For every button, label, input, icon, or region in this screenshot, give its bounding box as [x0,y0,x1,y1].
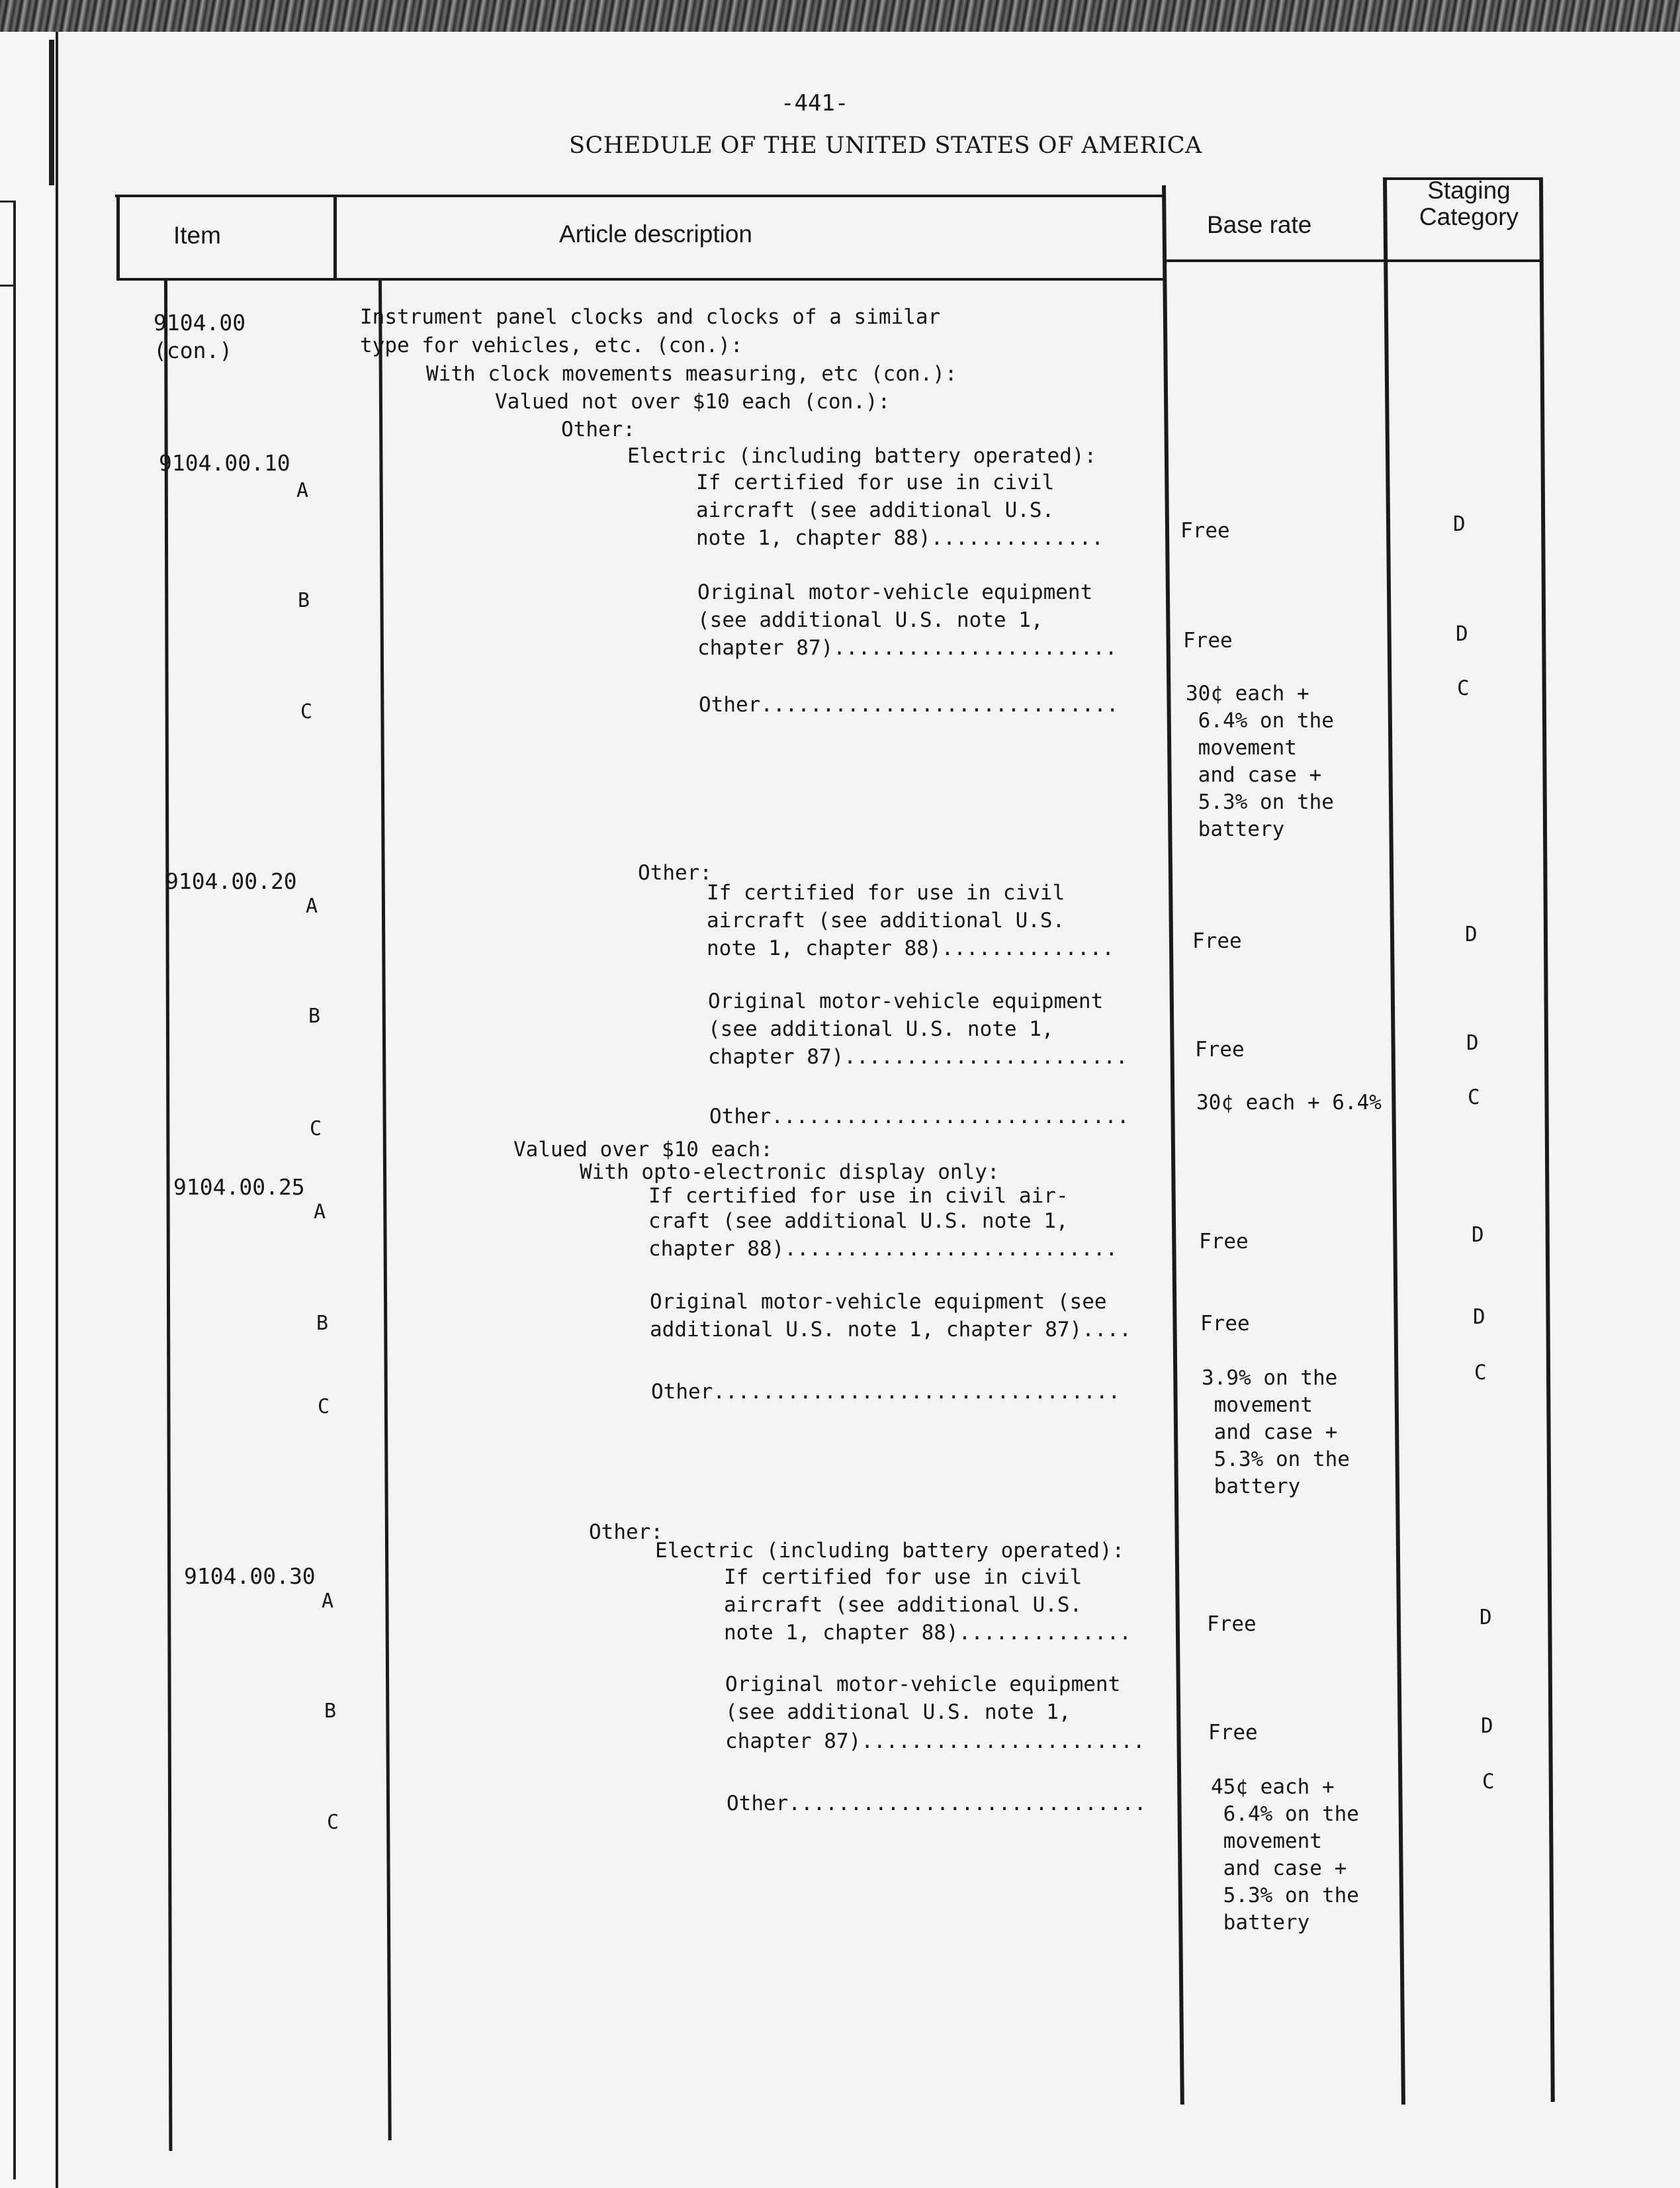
base-rate: 45¢ each + 6.4% on the movement and case + 5.3% on the battery [1211,1775,1359,1935]
description-line: (see additional U.S. note 1, [697,608,1043,632]
description-column-header: Article description [559,220,753,248]
description-line: Other: [561,418,635,441]
description-line: aircraft (see additional U.S. [707,909,1065,933]
adjacent-page-edge [0,32,58,2188]
staging-category: D [1456,622,1468,646]
base-rate-column-rule [1162,185,1184,2105]
subitem-letter: B [308,1005,321,1028]
staging-header-line: Staging [1427,177,1511,204]
item-code: 9104.00.10 [159,450,290,476]
adjacent-page-rule [13,201,16,2179]
description-column-rule [378,281,392,2140]
scanned-page-edge [0,0,1680,32]
description-line: If certified for use in civil [707,881,1065,905]
description-line: Other: [589,1520,663,1544]
description-line: aircraft (see additional U.S. [724,1593,1083,1617]
description-line: With opto-electronic display only: [580,1160,1000,1184]
base-rate: Free [1207,1612,1257,1636]
staging-column-rule [1383,177,1405,2105]
subitem-letter: C [318,1395,330,1418]
description-line: chapter 87)....................... [708,1045,1128,1069]
description-column-rule [333,195,337,281]
adjacent-page-rule [0,201,15,203]
description-line: With clock movements measuring, etc (con.): [426,362,957,386]
staging-category: D [1481,1714,1493,1738]
description-line: Electric (including battery operated): [655,1539,1125,1563]
description-line: Instrument panel clocks and clocks of a similar [360,305,941,329]
staging-category: D [1472,1223,1484,1247]
description-line: chapter 87)....................... [725,1729,1145,1753]
item-column-header: Item [173,222,221,249]
staging-category: D [1466,1031,1479,1055]
item-code: 9104.00.25 [173,1174,305,1200]
description-line: type for vehicles, etc. (con.): [360,334,743,357]
description-line: Electric (including battery operated): [627,444,1097,468]
table-top-rule [115,195,1165,197]
adjacent-page-rule [0,285,15,287]
subitem-letter: C [327,1811,339,1834]
staging-header-line: Category [1419,203,1519,230]
staging-category: C [1468,1085,1480,1109]
staging-category: C [1457,676,1470,700]
base-rate: 3.9% on the movement and case + 5.3% on the battery [1202,1366,1350,1498]
description-line: Original motor-vehicle equipment (see [650,1290,1107,1314]
subitem-letter: A [306,895,318,918]
page-title: SCHEDULE OF THE UNITED STATES OF AMERICA [569,132,1202,159]
description-line: Original motor-vehicle equipment [708,989,1104,1013]
base-rate: Free [1195,1038,1245,1062]
item-code: 9104.00.20 [165,868,297,894]
base-rate: Free [1180,519,1230,543]
description-line: note 1, chapter 88).............. [724,1621,1131,1645]
description-line: chapter 88)........................... [648,1237,1118,1261]
subitem-letter: A [296,479,309,502]
description-line: note 1, chapter 88).............. [707,936,1114,960]
staging-category: D [1480,1606,1492,1629]
staging-column-header [1409,177,1528,230]
description-line: Original motor-vehicle equipment [725,1672,1121,1696]
base-rate: Free [1208,1721,1258,1745]
staging-category: C [1482,1770,1495,1794]
base-rate: 30¢ each + 6.4% [1196,1091,1382,1115]
description-line: (see additional U.S. note 1, [708,1017,1054,1041]
subitem-letter: A [314,1201,326,1224]
description-line: If certified for use in civil [724,1565,1083,1589]
description-line: If certified for use in civil [696,471,1055,494]
staging-header-bottom-rule [1163,259,1542,262]
staging-category: D [1473,1305,1485,1329]
base-rate: Free [1199,1230,1249,1254]
description-line: (see additional U.S. note 1, [725,1700,1071,1724]
base-rate: Free [1192,929,1242,953]
description-line: note 1, chapter 88).............. [696,526,1104,550]
base-rate: Free [1200,1312,1250,1336]
subitem-letter: A [322,1590,334,1613]
description-line: aircraft (see additional U.S. [696,498,1055,522]
description-line: Other............................. [709,1105,1129,1128]
description-line: chapter 87)....................... [697,636,1118,660]
subitem-letter: C [300,700,313,723]
heading-code: 9104.00 [154,310,246,336]
description-line: Valued over $10 each: [513,1138,773,1162]
staging-category: D [1453,512,1466,536]
heading-continued: (con.) [154,338,233,363]
subitem-letter: C [310,1117,322,1140]
base-rate: Free [1183,629,1233,653]
subitem-letter: B [324,1700,337,1723]
table-right-rule [1539,177,1555,2102]
base-rate: 30¢ each + 6.4% on the movement and case + 5.3% on the battery [1186,682,1334,841]
description-line: Other................................. [651,1380,1121,1404]
page-number: -441- [781,90,849,116]
description-line: Original motor-vehicle equipment [697,580,1093,604]
description-line: Other: [638,861,712,885]
header-bottom-rule [119,278,1166,281]
staging-category: D [1465,923,1478,946]
description-line: additional U.S. note 1, chapter 87).... [650,1318,1131,1342]
binding-mark [49,40,54,185]
staging-category: C [1474,1361,1487,1385]
description-line: Valued not over $10 each (con.): [495,390,891,414]
description-line: craft (see additional U.S. note 1, [648,1209,1069,1233]
description-line: If certified for use in civil air- [648,1184,1069,1208]
subitem-letter: B [316,1312,329,1335]
base-rate-column-header: Base rate [1207,211,1312,238]
item-column-rule [164,281,172,2151]
item-code: 9104.00.30 [184,1563,316,1589]
item-column-left-rule [116,195,120,281]
subitem-letter: B [298,589,310,612]
description-line: Other............................. [699,693,1119,717]
description-line: Other............................. [727,1792,1147,1815]
